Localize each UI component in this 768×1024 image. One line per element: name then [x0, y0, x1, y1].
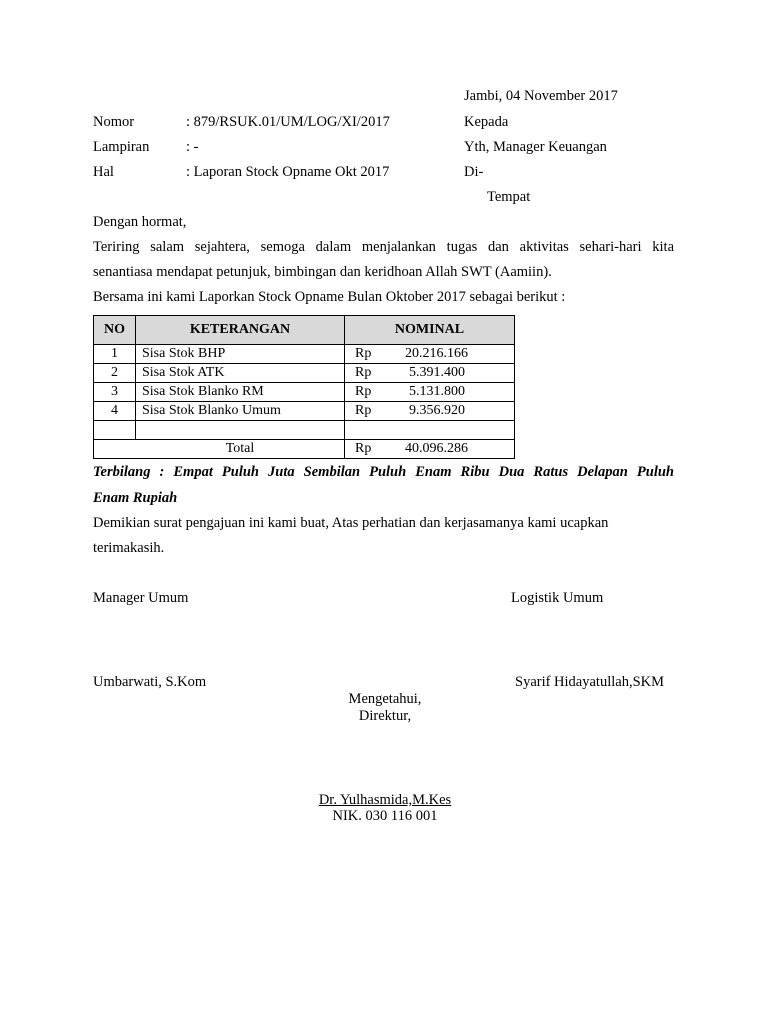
closing-line-1: Demikian surat pengajuan ini kami buat, Atas perhatian dan kerjasamanya kami ucapkan	[93, 515, 609, 531]
table-row	[94, 402, 515, 421]
currency-label: Rp	[355, 441, 372, 456]
opening-line-1: Teriring salam sejahtera, semoga dalam menjalankan tugas dan aktivitas sehari-hari kita	[93, 239, 674, 255]
recipient-line-4: Tempat	[487, 189, 531, 205]
row-nominal	[345, 383, 515, 402]
field-label-lampiran: Lampiran	[93, 139, 150, 155]
row-nominal	[345, 402, 515, 421]
opening-line-2: senantiasa mendapat petunjuk, bimbingan dan keridhoan Allah SWT (Aamiin).	[93, 264, 552, 280]
row-nominal	[345, 345, 515, 364]
signature-left-title: Manager Umum	[93, 590, 189, 606]
field-label-nomor: Nomor	[93, 114, 135, 130]
recipient-line-2: Yth, Manager Keuangan	[464, 139, 607, 155]
director-name: Dr. Yulhasmida,M.Kes	[318, 792, 452, 808]
header-nominal: NOMINAL	[345, 316, 515, 345]
report-intro: Bersama ini kami Laporkan Stock Opname Bulan Oktober 2017 sebagai berikut :	[93, 289, 566, 305]
currency-label: Rp	[355, 384, 372, 399]
approval-label: Mengetahui,	[348, 691, 422, 707]
table-header-row	[94, 316, 515, 345]
row-keterangan: Sisa Stok Blanko Umum	[136, 402, 345, 421]
table-row	[94, 383, 515, 402]
amount: 9.356.920	[409, 403, 465, 418]
table-row	[94, 364, 515, 383]
row-keterangan: Sisa Stok ATK	[136, 364, 345, 383]
signature-right-title: Logistik Umum	[511, 590, 604, 606]
signature-right-name: Syarif Hidayatullah,SKM	[515, 674, 665, 690]
currency-label: Rp	[355, 365, 372, 380]
terbilang-line-2: Enam Rupiah	[93, 490, 178, 506]
field-value-lampiran: : -	[186, 139, 199, 155]
row-keterangan: Sisa Stok Blanko RM	[136, 383, 345, 402]
field-value-hal: : Laporan Stock Opname Okt 2017	[186, 164, 390, 180]
recipient-line-1: Kepada	[464, 114, 509, 130]
amount: 5.391.400	[409, 365, 465, 380]
header-no: NO	[94, 316, 136, 345]
director-nik: NIK. 030 116 001	[332, 808, 438, 824]
amount: 5.131.800	[409, 384, 465, 399]
header-keterangan: KETERANGAN	[136, 316, 345, 345]
place-date: Jambi, 04 November 2017	[464, 88, 618, 104]
row-no: 2	[94, 364, 136, 383]
total-nominal	[345, 440, 515, 459]
recipient-line-3: Di-	[464, 164, 484, 180]
row-no: 1	[94, 345, 136, 364]
table-row	[94, 345, 515, 364]
row-nominal	[345, 364, 515, 383]
table-empty-row	[94, 421, 515, 440]
total-label: Total	[94, 440, 345, 459]
stock-table	[93, 315, 515, 459]
row-keterangan: Sisa Stok BHP	[136, 345, 345, 364]
field-value-nomor: : 879/RSUK.01/UM/LOG/XI/2017	[186, 114, 390, 130]
table-total-row	[94, 440, 515, 459]
currency-label: Rp	[355, 403, 372, 418]
total-amount: 40.096.286	[405, 441, 468, 456]
terbilang-line-1: Terbilang : Empat Puluh Juta Sembilan Puluh Enam Ribu Dua Ratus Delapan Puluh	[93, 464, 674, 480]
signature-left-name: Umbarwati, S.Kom	[93, 674, 207, 690]
field-label-hal: Hal	[93, 164, 114, 180]
amount: 20.216.166	[405, 346, 468, 361]
currency-label: Rp	[355, 346, 372, 361]
row-no: 4	[94, 402, 136, 421]
row-no: 3	[94, 383, 136, 402]
greeting: Dengan hormat,	[93, 214, 187, 230]
approval-role: Direktur,	[358, 708, 412, 724]
closing-line-2: terimakasih.	[93, 540, 165, 556]
